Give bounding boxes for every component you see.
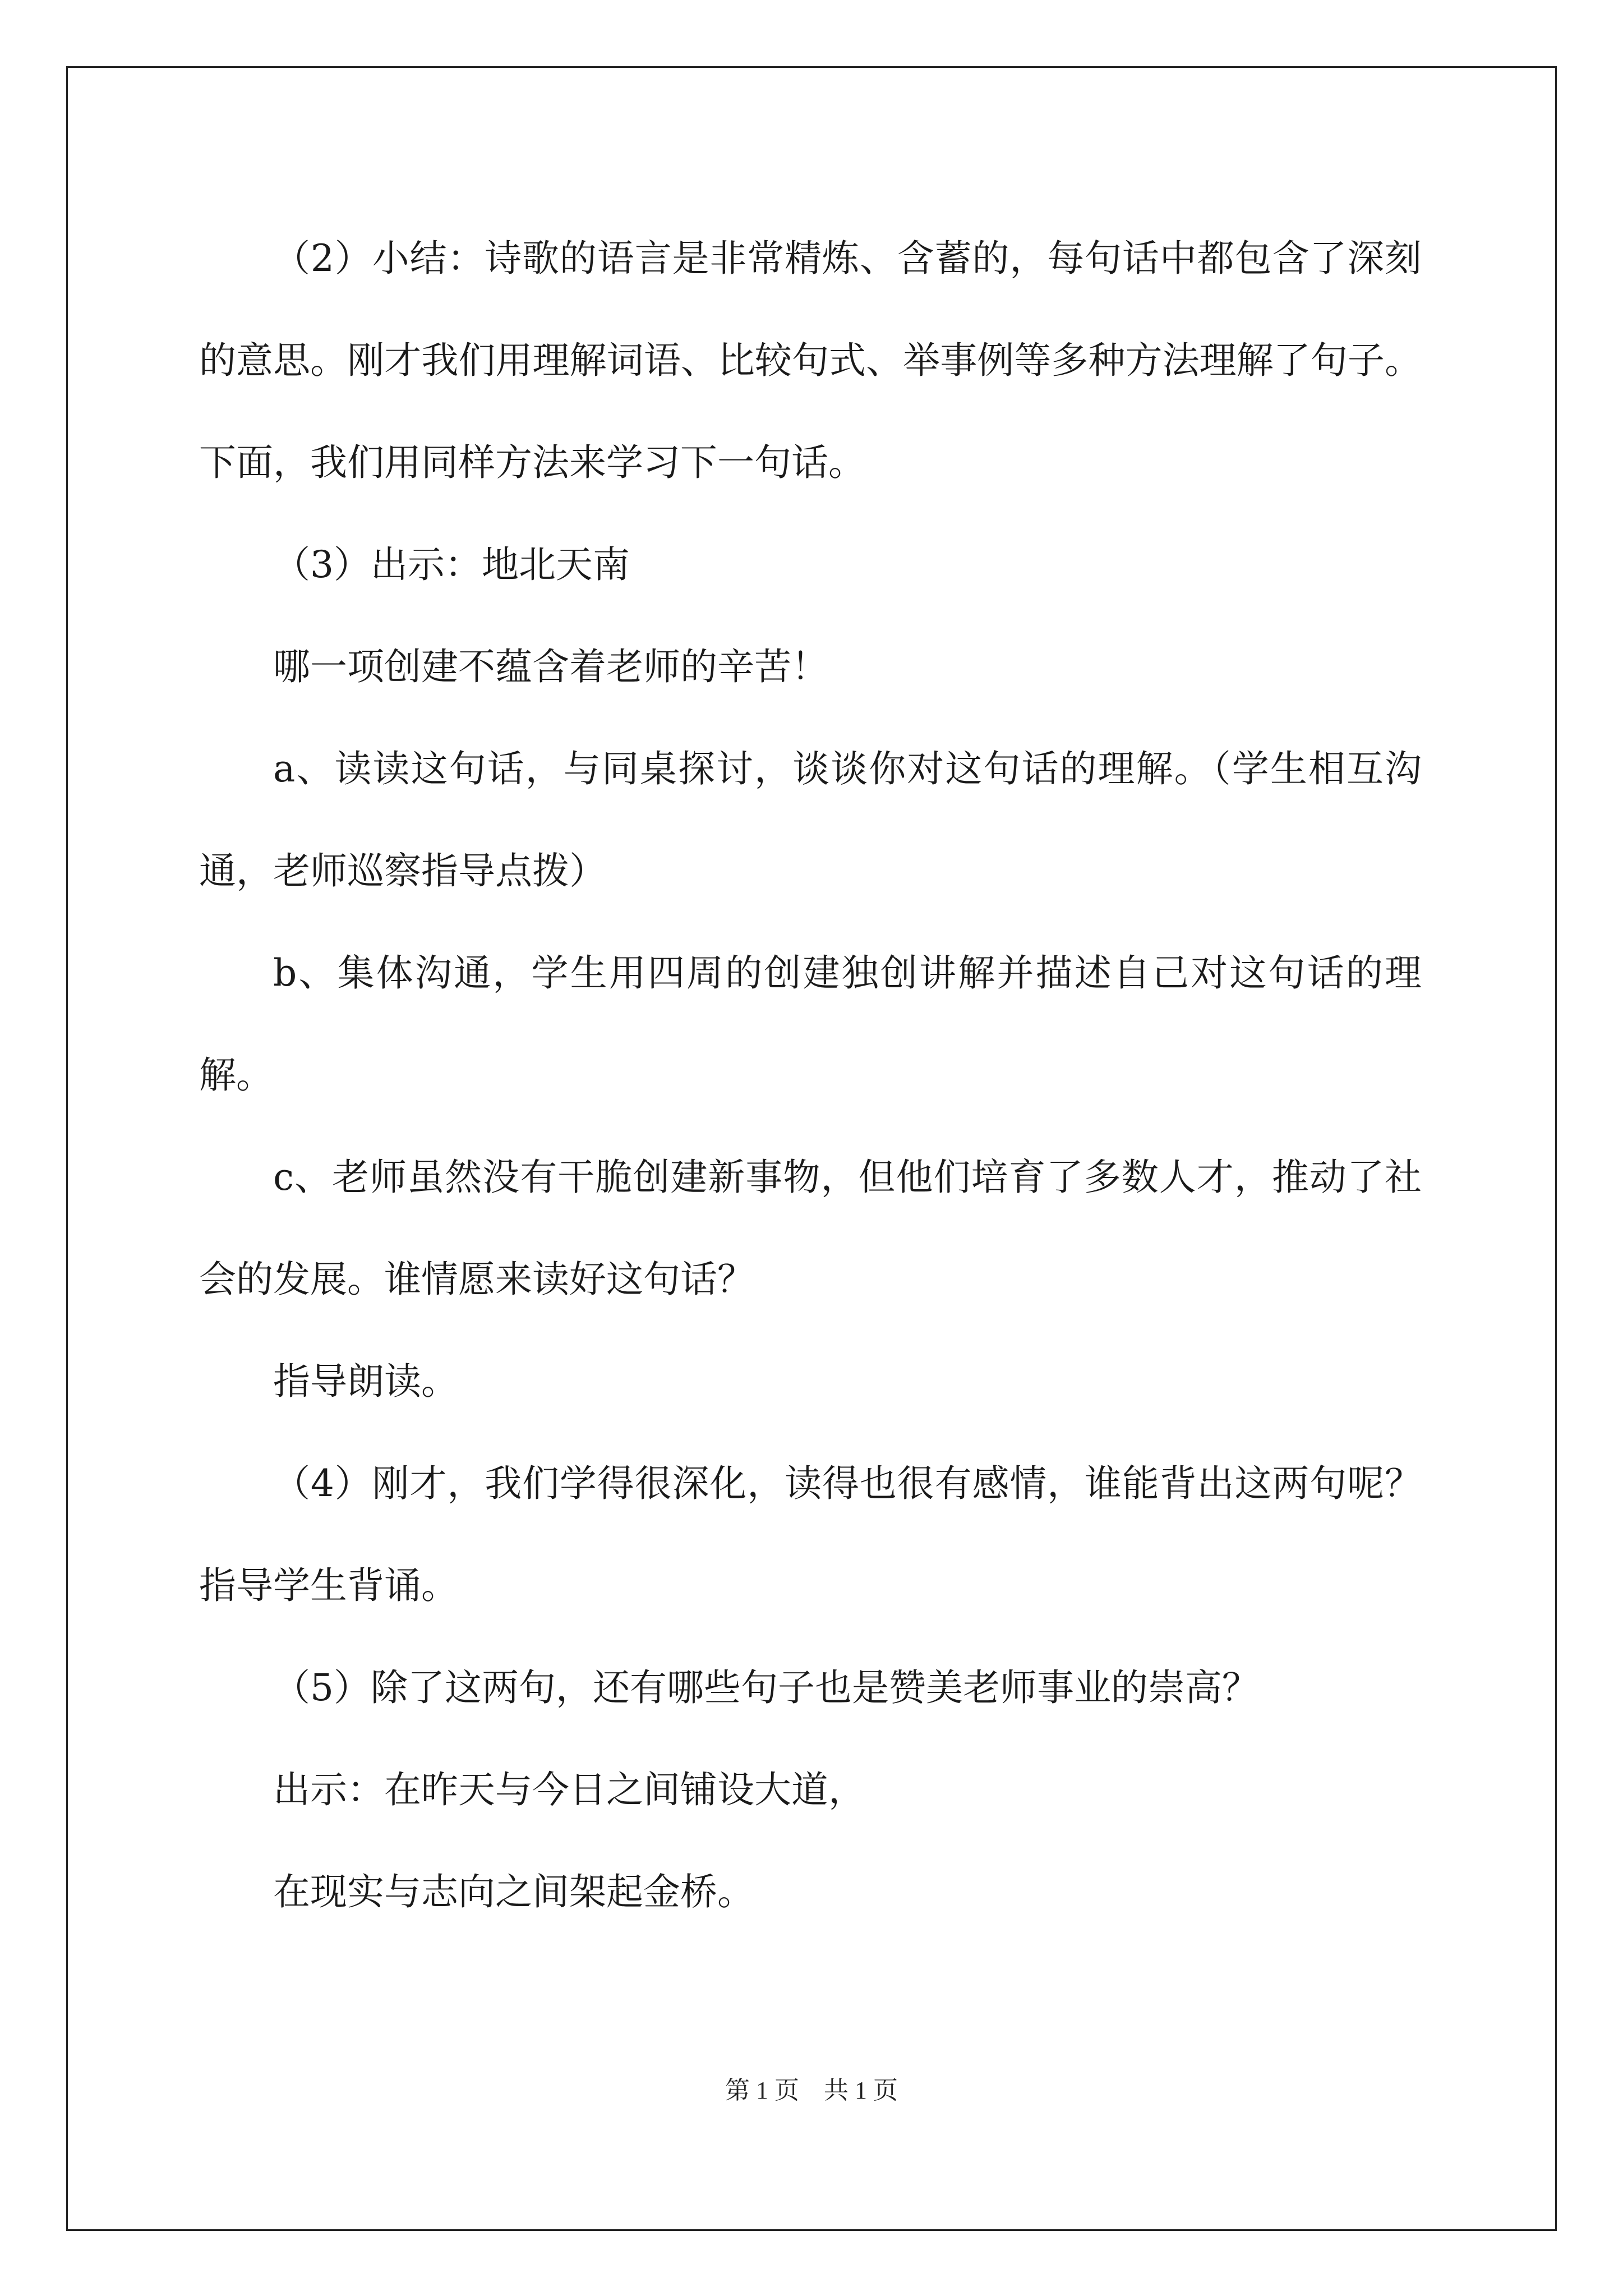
paragraph-5: b、集体沟通，学生用四周的创建独创讲解并描述自己对这句话的理解。	[199, 951, 1422, 1097]
paragraph-4: a、读读这句话，与同桌探讨，谈谈你对这句话的理解。（学生相互沟通，老师巡察指导点拨）	[199, 747, 1422, 892]
paragraph-2: （3）出示：地北天南	[273, 543, 630, 586]
document-body	[199, 208, 1422, 1943]
paragraph-9: （5）除了这两句，还有哪些句子也是赞美老师事业的崇高？	[273, 1666, 1259, 1709]
paragraph-11: 在现实与志向之间架起金桥。	[273, 1870, 754, 1913]
paragraph-10: 出示：在昨天与今日之间铺设大道，	[273, 1768, 865, 1811]
paragraph-8: （4）刚才，我们学得很深化，读得也很有感情，谁能背出这两句呢？指导学生背诵。	[199, 1462, 1422, 1607]
page-number-footer: 第 1 页 共 1 页	[725, 2077, 898, 2104]
paragraph-3: 哪一项创建不蕴含着老师的辛苦！	[273, 645, 828, 688]
paragraph-6: c、老师虽然没有干脆创建新事物，但他们培育了多数人才，推动了社会的发展。谁情愿来读好这句话？	[199, 1156, 1422, 1301]
paragraph-1: （2）小结：诗歌的语言是非常精炼、含蓄的，每句话中都包含了深刻的意思。刚才我们用理解词语、比较句式、举事例等多种方法理解了句子。下面，我们用同样方法来学习下一句话。	[199, 237, 1422, 484]
paragraph-7: 指导朗读。	[273, 1360, 458, 1403]
